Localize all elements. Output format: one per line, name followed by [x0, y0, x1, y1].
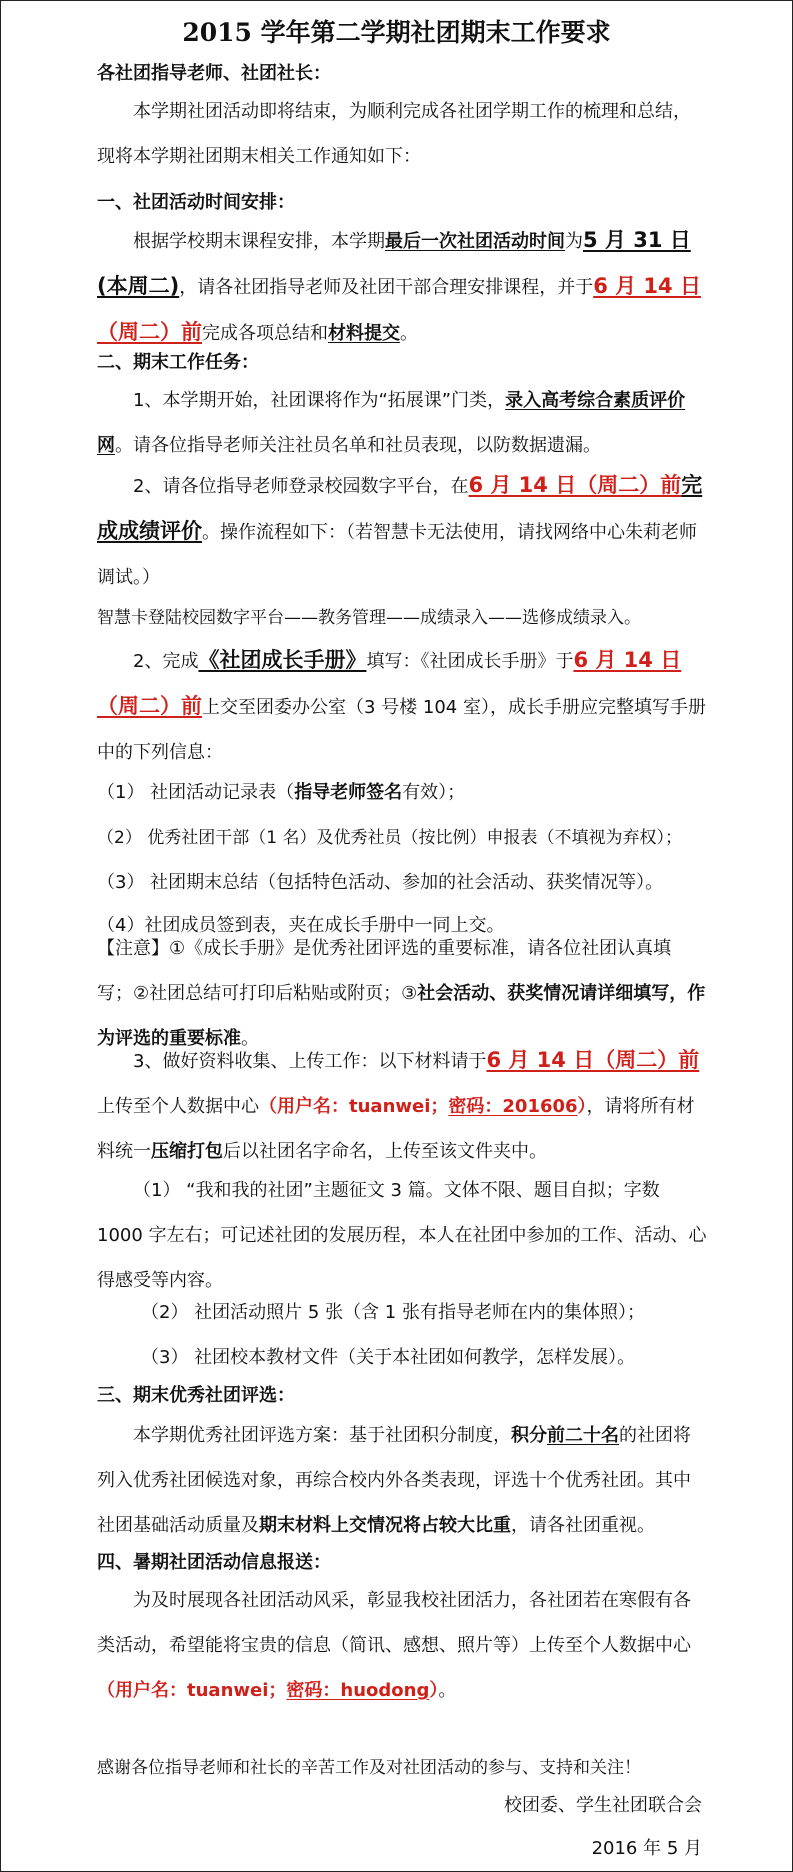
note-paragraph: 【注意】①《成长手册》是优秀社团评选的重要标准，请各位社团认真填写；②社团总结可打印后粘贴或附页；③社会活动、获奖情况请详细填写，作为评选的重要标准。 — [97, 938, 706, 1049]
date: 2016 年 5 月 — [591, 1838, 702, 1859]
operation-flow: 智慧卡登陆校园数字平台——教务管理——成绩录入——选修成绩录入。 — [97, 608, 641, 628]
task-4-paragraph: 3、做好资料收集、上传工作：以下材料请于6 月 14 日（周二）前上传至个人数据中心（用户名：tuanwei；密码：201606），请将所有材料统一压缩打包后以社团名字命名，上传至该文件夹中。 — [97, 1048, 700, 1162]
section-3-paragraph: 本学期优秀社团评选方案：基于社团积分制度，积分前二十名的社团将列入优秀社团候选对象，再综合校内外各类表现，评选十个优秀社团。其中社团基础活动质量及期末材料上交情况将占较大比重，请各社团重视。 — [97, 1425, 691, 1536]
task-1-paragraph: 1、本学期开始，社团课将作为“拓展课”门类，录入高考综合素质评价网。请各位指导老师关注社员名单和社员表现，以防数据遗漏。 — [97, 390, 686, 456]
section-3-heading: 三、期末优秀社团评选： — [97, 1385, 295, 1406]
list-item-1: （1） 社团活动记录表（指导老师签名有效）； — [97, 782, 466, 803]
document-title: 2015 学年第二学期社团期末工作要求 — [182, 18, 611, 47]
section-2-heading: 二、期末工作任务： — [97, 352, 259, 373]
section-1-heading: 一、社团活动时间安排： — [97, 192, 295, 213]
sub-item-2: （2） 社团活动照片 5 张（含 1 张有指导老师在内的集体照）； — [141, 1302, 645, 1323]
salutation: 各社团指导老师、社团社长： — [97, 63, 331, 84]
section-4-heading: 四、暑期社团活动信息报送： — [97, 1552, 331, 1573]
signature: 校团委、学生社团联合会 — [504, 1795, 702, 1816]
task-2-paragraph: 2、请各位指导老师登录校园数字平台，在6 月 14 日（周二）前完成成绩评价。操作流程如下：（若智慧卡无法使用，请找网络中心朱莉老师调试。） — [97, 473, 703, 588]
thanks-line: 感谢各位指导老师和社长的辛苦工作及对社团活动的参与、支持和关注！ — [97, 1758, 641, 1778]
list-item-2: （2） 优秀社团干部（1 名）及优秀社员（按比例）申报表（不填视为弃权）； — [97, 828, 682, 848]
section-1-paragraph: 根据学校期末课程安排，本学期最后一次社团活动时间为5 月 31 日(本周二)，请各社团指导老师及社团干部合理安排课程，并于6 月 14 日（周二）前完成各项总结和材料提交。 — [97, 228, 701, 344]
sub-item-3: （3） 社团校本教材文件（关于本社团如何教学，怎样发展）。 — [141, 1347, 636, 1368]
list-item-4: （4）社团成员签到表，夹在成长手册中一同上交。 — [97, 915, 505, 936]
section-4-paragraph: 为及时展现各社团活动风采，彰显我校社团活力，各社团若在寒假有各类活动，希望能将宝贵的信息（简讯、感想、照片等）上传至个人数据中心（用户名：tuanwei；密码：huodong）。 — [97, 1590, 691, 1701]
sub-item-1: （1） “我和我的社团”主题征文 3 篇。文体不限、题目自拟；字数 1000 字左右；可记述社团的发展历程，本人在社团中参加的工作、活动、心得感受等内容。 — [97, 1180, 707, 1291]
list-item-3: （3） 社团期末总结（包括特色活动、参加的社会活动、获奖情况等）。 — [97, 872, 664, 893]
intro-paragraph: 本学期社团活动即将结束，为顺利完成各社团学期工作的梳理和总结，现将本学期社团期末相关工作通知如下： — [97, 101, 691, 167]
task-3-paragraph: 2、完成《社团成长手册》填写：《社团成长手册》于6 月 14 日（周二）前上交至团委办公室（3 号楼 104 室），成长手册应完整填写手册中的下列信息： — [97, 648, 706, 763]
